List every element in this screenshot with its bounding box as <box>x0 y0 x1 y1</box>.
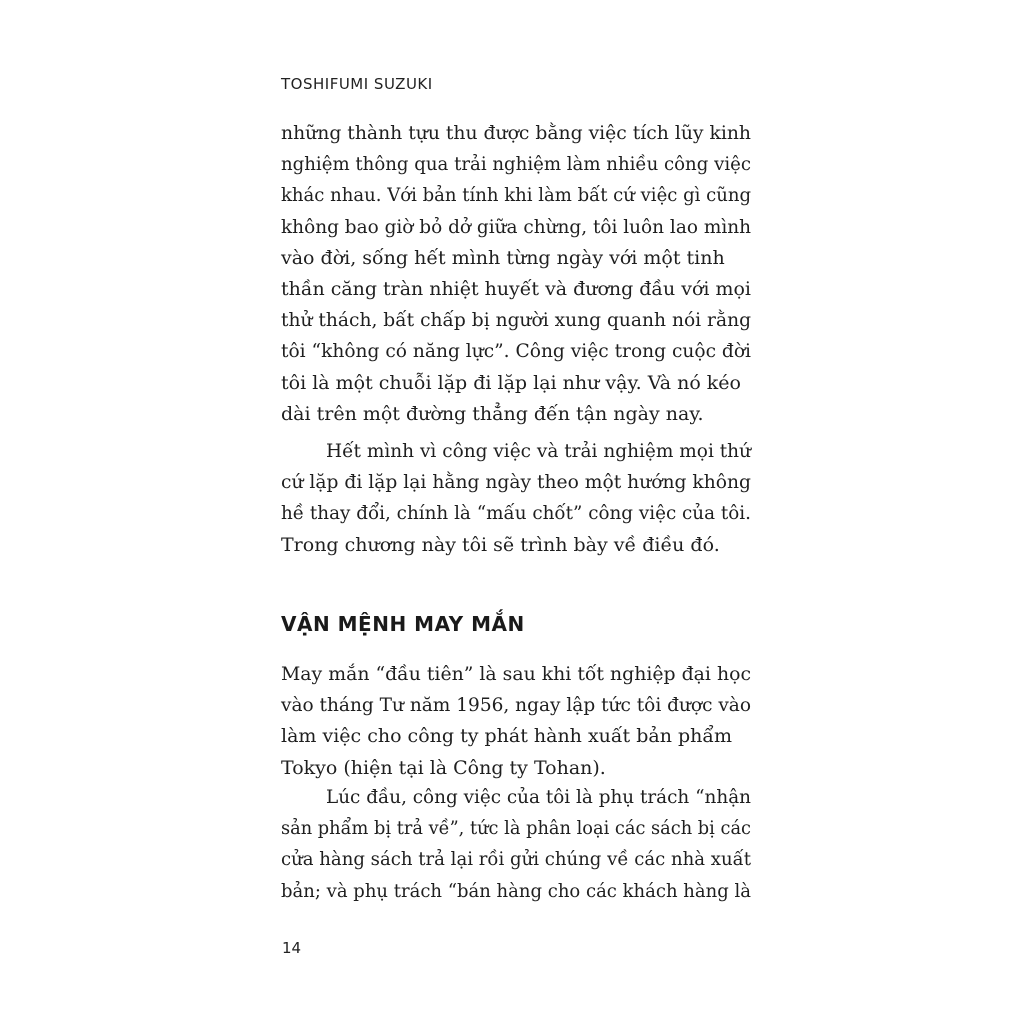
section-heading: VẬN MỆNH MAY MẮN <box>281 612 525 636</box>
intro-paragraph-2 <box>281 436 751 561</box>
text-line: vào đời, sống hết mình từng ngày với một tinh <box>281 246 725 269</box>
text-line: thử thách, bất chấp bị người xung quanh nói rằng <box>281 309 752 332</box>
section-paragraph-2 <box>281 782 751 907</box>
text-line: làm việc cho công ty phát hành xuất bản phẩm <box>281 725 733 748</box>
text-line: dài trên một đường thẳng đến tận ngày nay. <box>281 402 704 425</box>
text-line: Hết mình vì công việc và trải nghiệm mọi thứ <box>326 440 751 462</box>
text-line: nghiệm thông qua trải nghiệm làm nhiều công việc <box>281 153 751 176</box>
page-number: 14 <box>282 939 302 957</box>
text-line: vào tháng Tư năm 1956, ngay lập tức tôi được vào <box>281 694 752 717</box>
text-line: không bao giờ bỏ dở giữa chừng, tôi luôn lao mình <box>281 215 752 238</box>
text-line: hề thay đổi, chính là “mấu chốt” công việc của tôi. <box>281 502 751 525</box>
text-line: thần căng tràn nhiệt huyết và đương đầu với mọi <box>281 277 751 300</box>
text-line: cứ lặp đi lặp lại hằng ngày theo một hướng không <box>281 471 751 494</box>
text-line: Lúc đầu, công việc của tôi là phụ trách “nhận <box>326 786 752 808</box>
text-line: Tokyo (hiện tại là Công ty Tohan). <box>281 756 606 779</box>
text-line: sản phẩm bị trả về”, tức là phân loại các sách bị các <box>281 817 752 840</box>
text-line: khác nhau. Với bản tính khi làm bất cứ việc gì cũng <box>281 184 752 207</box>
text-line: những thành tựu thu được bằng việc tích lũy kinh <box>281 122 751 144</box>
text-line: May mắn “đầu tiên” là sau khi tốt nghiệp đại học <box>281 663 752 685</box>
text-line: tôi “không có năng lực”. Công việc trong cuộc đời <box>281 340 751 363</box>
running-head: TOSHIFUMI SUZUKI <box>281 75 433 93</box>
intro-paragraph-1 <box>281 118 751 430</box>
text-line: bản; và phụ trách “bán hàng cho các khách hàng là <box>281 879 751 902</box>
text-line: tôi là một chuỗi lặp đi lặp lại như vậy. Và nó kéo <box>281 371 741 394</box>
text-line: cửa hàng sách trả lại rồi gửi chúng về các nhà xuất <box>281 848 751 871</box>
section-paragraph-1 <box>281 659 751 784</box>
text-line: Trong chương này tôi sẽ trình bày về điều đó. <box>281 533 720 556</box>
